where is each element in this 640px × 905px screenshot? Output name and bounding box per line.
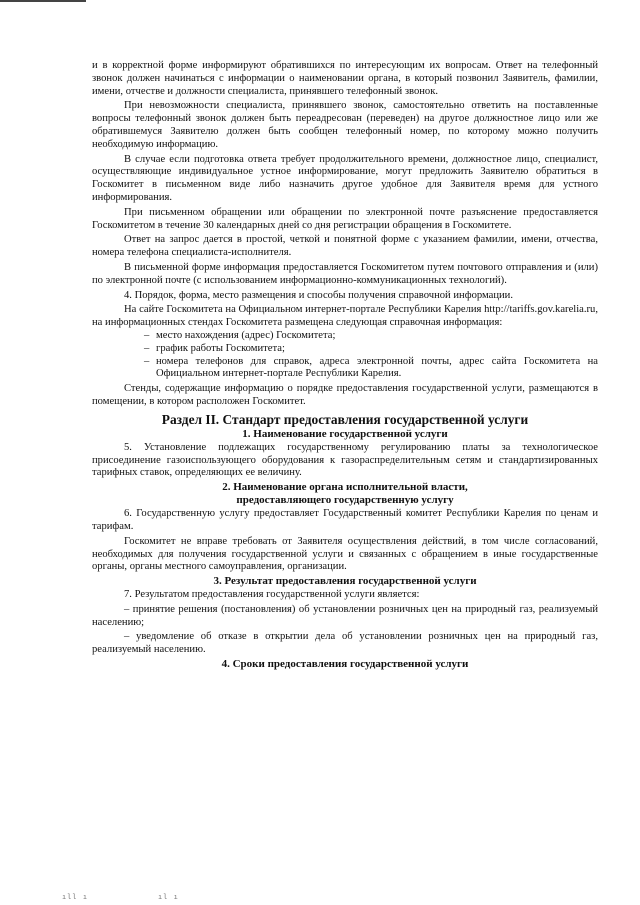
paragraph: и в корректной форме информируют обратившихся по интересующим их вопросам. Ответ на телефонный звонок должен начинаться с информации о наименовании органа, в который позвонил Заявитель, фамилии, имени, отчестве и должности специалиста, принявшего телефонный звонок.: [92, 60, 598, 97]
paragraph: 4. Порядок, форма, место размещения и способы получения справочной информации.: [124, 289, 513, 301]
paragraph: Госкомитет не вправе требовать от Заявителя осуществления действий, в том числе согласований, необходимых для получения государственной услуги и связанных с обращением в иные государственные органы, органы местного самоуправления, организации.: [92, 535, 598, 573]
footer-mark-left: ıll ı: [62, 893, 89, 901]
paragraph: 6. Государственную услугу предоставляет Государственный комитет Республики Карелия по ценам и тарифам.: [92, 508, 598, 532]
subsection-heading: 3. Результат предоставления государственной услуги: [213, 575, 477, 588]
paragraph: В случае если подготовка ответа требует продолжительного времени, должностное лицо, специалист, осуществляющие индивидуальное устное информирование, могут предложить Заявителю обратиться в Госкомитет в письменном виде либо назначить другое удобное для Заявителя время для устного информирования.: [92, 153, 598, 203]
paragraph: 5. Установление подлежащих государственному регулированию платы за технологическое присоединение газоиспользующего оборудования к газораспределительным сетям и стандартизированных тарифных ставок, определяющих ее величину.: [92, 441, 598, 479]
paragraph: Ответ на запрос дается в простой, четкой и понятной форме с указанием фамилии, имени, отчества, номера телефона специалиста-исполнителя.: [92, 234, 598, 259]
document-page: [92, 60, 598, 672]
list-item: – график работы Госкомитета;: [144, 343, 598, 356]
paragraph: В письменной форме информация предоставляется Госкомитетом путем почтового отправления и (или) по электронной почте (с использованием информационно-коммуникационных технологий).: [92, 261, 598, 286]
subsection-heading: 1. Наименование государственной услуги: [242, 427, 448, 440]
subsection-heading: 4. Сроки предоставления государственной услуги: [221, 658, 469, 671]
heading-line: 2. Наименование органа исполнительной власти,: [222, 481, 468, 494]
paragraph: Стенды, содержащие информацию о порядке предоставления государственной услуги, размещаются в помещении, в котором расположен Госкомитет.: [92, 383, 598, 407]
section-heading: Раздел II. Стандарт предоставления государственной услуги: [161, 411, 529, 427]
paragraph: – принятие решения (постановления) об установлении розничных цен на природный газ, реализуемый населению;: [92, 603, 598, 628]
subsection-heading: [92, 481, 598, 507]
list-item: – номера телефонов для справок, адреса электронной почты, адрес сайта Госкомитета на Официальном интернет-портале Республики Карелия.: [144, 356, 598, 382]
paragraph: При письменном обращении или обращении по электронной почте разъяснение предоставляется Госкомитетом в течение 30 календарных дней со дня регистрации обращения в Госкомитете.: [92, 206, 598, 231]
paragraph: 7. Результатом предоставления государственной услуги является:: [124, 589, 420, 601]
reference-info-list: [92, 330, 598, 381]
paragraph: На сайте Госкомитета на Официальном интернет-портале Республики Карелия http://tariffs.gov.karelia.ru, на информационных стендах Госкомитета размещена следующая справочная информация:: [92, 304, 598, 329]
list-item: – место нахождения (адрес) Госкомитета;: [144, 330, 598, 343]
paragraph: При невозможности специалиста, принявшего звонок, самостоятельно ответить на поставленные вопросы телефонный звонок должен быть переадресован (переведен) на другое должностное лицо или же обратившемуся Заявителю должен быть сообщен телефонный номер, по которому можно получить необходимую информацию.: [92, 100, 598, 150]
paragraph: – уведомление об отказе в открытии дела об установлении розничных цен на природный газ, реализуемый населению.: [92, 631, 598, 656]
footer-mark-right: ıl ı: [158, 893, 179, 901]
top-rule: [0, 0, 86, 2]
heading-line: предоставляющего государственную услугу: [236, 494, 454, 507]
